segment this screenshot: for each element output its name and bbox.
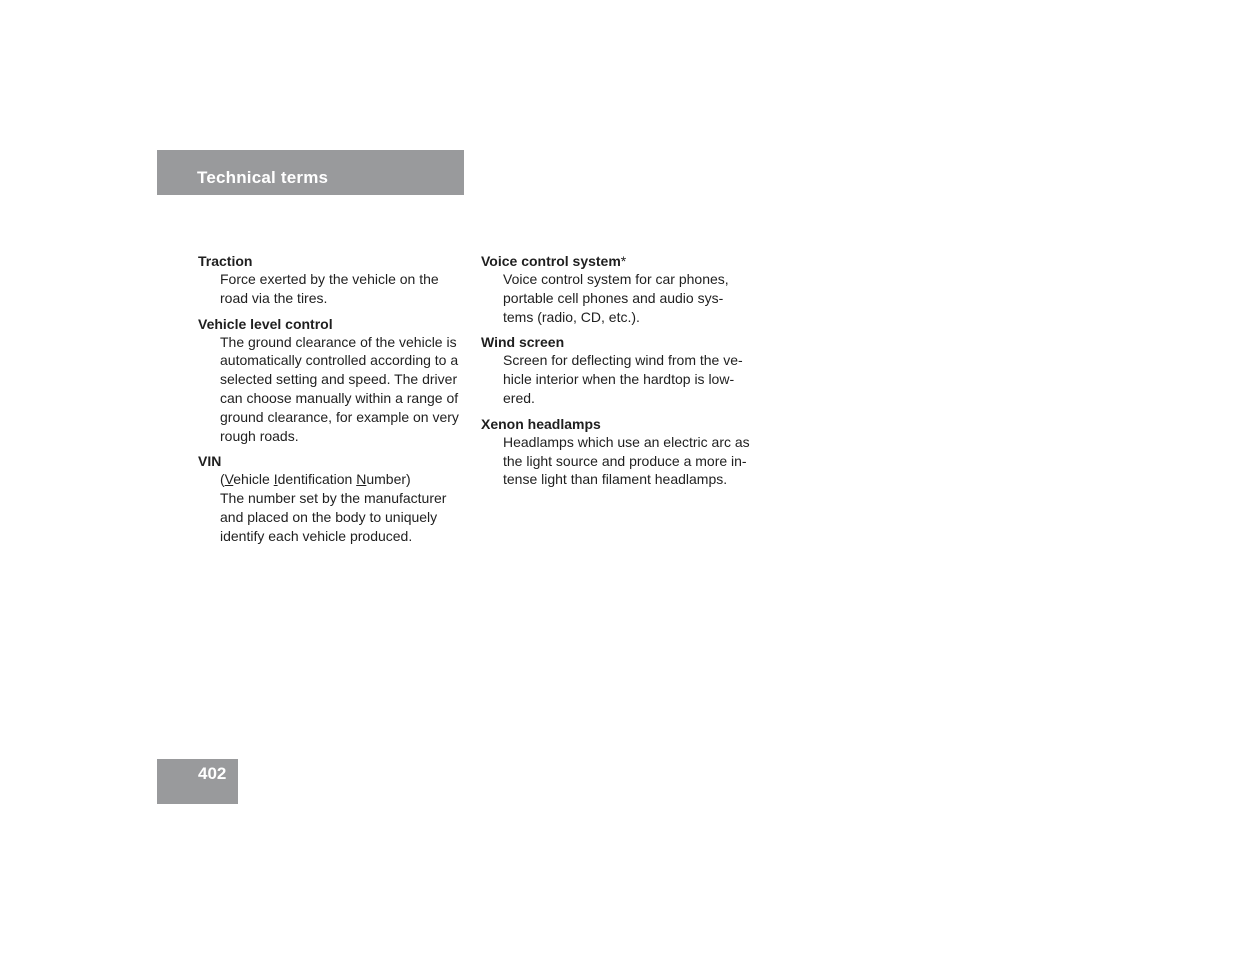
section-header-bar [157,150,464,195]
definition-xenon-headlamps [481,433,751,489]
term-text: Voice control system [481,253,621,269]
glossary-entry-vehicle-level-control [198,315,468,446]
vin-expansion-part: dentification [277,471,357,488]
definition-line: ered. [503,389,535,406]
definition-voice-control-system [481,270,751,326]
glossary-entry-wind-screen [481,333,751,407]
definition-line: and placed on the body to uniquely [220,508,438,525]
definition-line: Voice control system for car phones, [503,271,729,287]
definition-line: can choose manually within a range of [220,389,459,406]
definition-line: the light source and produce a more in- [503,452,747,469]
right-column [481,252,751,496]
definition-line: rough roads. [220,427,299,444]
vin-letter-n: N [356,471,367,488]
definition-line: tense light than filament headlamps. [503,471,728,488]
glossary-entry-traction [198,252,468,308]
vin-expansion-part: ( [220,471,225,488]
page-number-box [157,759,238,804]
section-title: Technical terms [197,168,329,187]
definition-line: ground clearance, for example on very [220,408,459,425]
definition-line: hicle interior when the hardtop is low- [503,371,735,388]
vin-expansion-part: ehicle [233,471,274,488]
vin-expansion [220,470,468,489]
definition-line: The number set by the manufacturer [220,490,447,507]
term-vehicle-level-control: Vehicle level control [198,315,333,332]
definition-line: The ground clearance of the vehicle is [220,333,457,350]
term-traction: Traction [198,253,253,269]
glossary-entry-vin [198,452,468,545]
definition-line: Force exerted by the vehicle on the [220,271,439,287]
term-xenon-headlamps: Xenon headlamps [481,415,601,432]
definition-vin [198,470,468,545]
definition-line: Screen for deflecting wind from the ve- [503,352,743,369]
definition-vehicle-level-control [198,333,468,446]
vin-expansion-part: umber) [366,471,411,488]
glossary-entry-voice-control-system [481,252,751,326]
term-voice-control-system [481,252,751,270]
term-wind-screen: Wind screen [481,334,565,351]
definition-traction [198,270,468,308]
vin-letter-v: V [224,471,234,488]
optional-equipment-marker: * [620,253,627,269]
glossary-entry-xenon-headlamps [481,415,751,489]
definition-line: portable cell phones and audio sys- [503,289,724,306]
definition-line: automatically controlled according to a [220,352,459,369]
definition-line: tems (radio, CD, etc.). [503,308,640,325]
definition-line: identify each vehicle produced. [220,527,413,544]
definition-wind-screen [481,351,751,407]
vin-letter-i: I [273,471,278,488]
definition-line: Headlamps which use an electric arc as [503,433,750,450]
definition-line: selected setting and speed. The driver [220,371,458,388]
page-number: 402 [198,764,227,783]
term-vin: VIN [198,453,222,470]
definition-line: road via the tires. [220,289,328,306]
left-column [198,252,468,553]
